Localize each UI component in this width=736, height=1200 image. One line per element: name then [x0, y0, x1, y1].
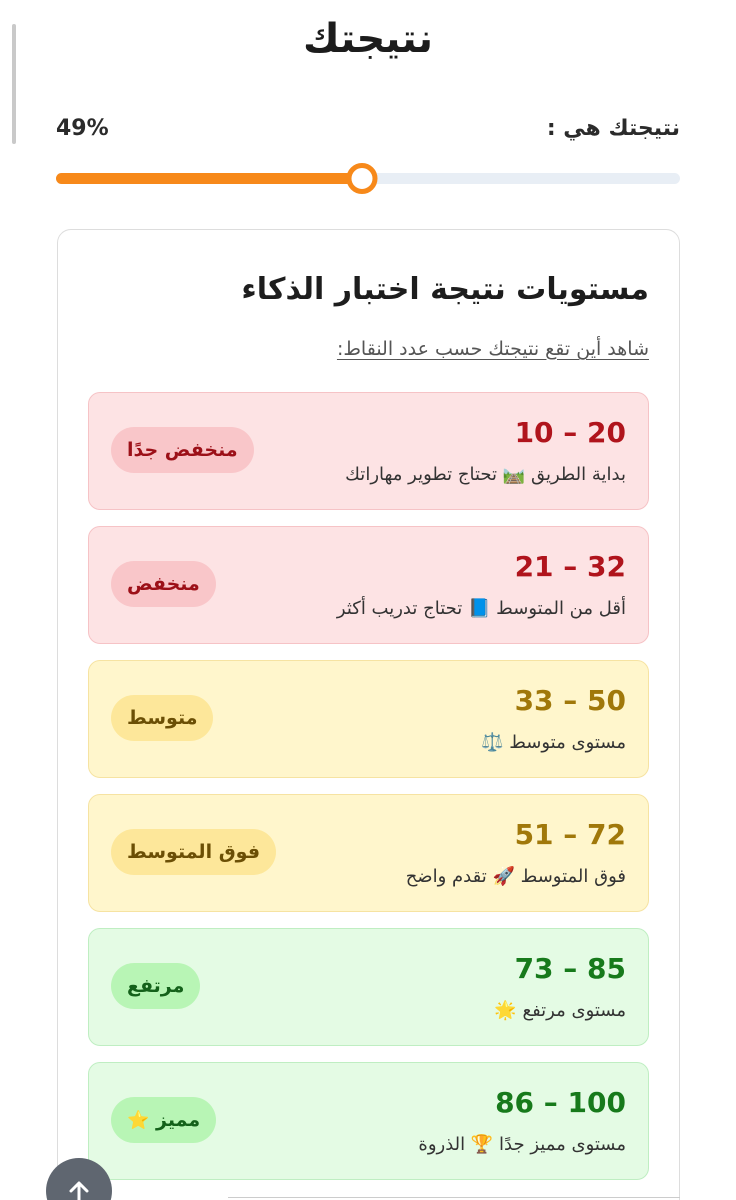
level-description	[337, 595, 626, 623]
level-description-text: أقل من المتوسط	[496, 598, 626, 619]
level-card	[88, 392, 649, 510]
level-badge-label: متوسط	[127, 707, 198, 729]
level-description	[494, 997, 626, 1025]
level-description-text: مستوى مرتفع	[522, 1000, 626, 1021]
level-description-text: بداية الطريق	[530, 464, 626, 485]
level-range: 33 – 50	[514, 684, 626, 717]
level-card	[88, 526, 649, 644]
level-card	[88, 1062, 649, 1180]
levels-card-title: مستويات نتيجة اختبار الذكاء	[241, 272, 649, 307]
level-description-text: فوق المتوسط	[520, 866, 626, 887]
level-badge-label: فوق المتوسط	[127, 841, 261, 863]
level-description-text: تقدم واضح	[405, 866, 487, 887]
levels-card	[57, 229, 680, 1200]
cloud-upload-icon	[62, 1174, 96, 1200]
level-range: 51 – 72	[514, 818, 626, 851]
level-description-text: مستوى مميز جدًا	[499, 1134, 626, 1155]
level-description-text: تحتاج تطوير مهاراتك	[345, 464, 498, 485]
score-row	[56, 110, 680, 146]
slider-fill	[56, 173, 362, 184]
page-title: نتيجتك	[302, 16, 434, 62]
levels-list	[88, 392, 649, 1196]
score-slider[interactable]	[56, 163, 680, 195]
divider	[228, 1197, 680, 1198]
levels-card-subtitle[interactable]: شاهد أين تقع نتيجتك حسب عدد النقاط:	[336, 338, 649, 360]
level-range: 10 – 20	[514, 416, 626, 449]
level-card	[88, 794, 649, 912]
balance-scale-icon: ⚖️	[481, 732, 504, 753]
level-badge-label: منخفض	[127, 573, 200, 595]
level-description	[406, 863, 626, 891]
blue-book-icon: 📘	[468, 598, 491, 619]
slider-thumb[interactable]	[346, 163, 377, 194]
level-description-text: تحتاج تدريب أكثر	[336, 598, 463, 619]
level-badge	[111, 1097, 216, 1143]
score-label: نتيجتك هي :	[546, 115, 680, 141]
level-badge-label: مميز	[156, 1109, 201, 1131]
level-range: 73 – 85	[514, 952, 626, 985]
level-badge	[111, 695, 213, 741]
level-card	[88, 660, 649, 778]
glowing-star-icon: 🌟	[494, 1000, 517, 1021]
star-icon: ⭐	[127, 1110, 150, 1131]
railway-track-icon: 🛤️	[502, 464, 526, 485]
level-badge	[111, 561, 216, 607]
level-badge-label: منخفض جدًا	[127, 439, 238, 461]
score-value: 49%	[56, 115, 109, 141]
level-badge-label: مرتفع	[127, 975, 185, 997]
level-description	[345, 461, 626, 489]
level-description-text: الذروة	[418, 1134, 466, 1155]
level-range: 86 – 100	[495, 1086, 626, 1119]
level-description-text: مستوى متوسط	[509, 732, 626, 753]
level-badge	[111, 829, 276, 875]
level-badge	[111, 427, 254, 473]
level-badge	[111, 963, 200, 1009]
level-description	[418, 1131, 626, 1159]
level-description	[481, 729, 626, 757]
level-range: 21 – 32	[514, 550, 626, 583]
rocket-icon: 🚀	[492, 866, 515, 887]
trophy-icon: 🏆	[470, 1134, 494, 1155]
level-card	[88, 928, 649, 1046]
